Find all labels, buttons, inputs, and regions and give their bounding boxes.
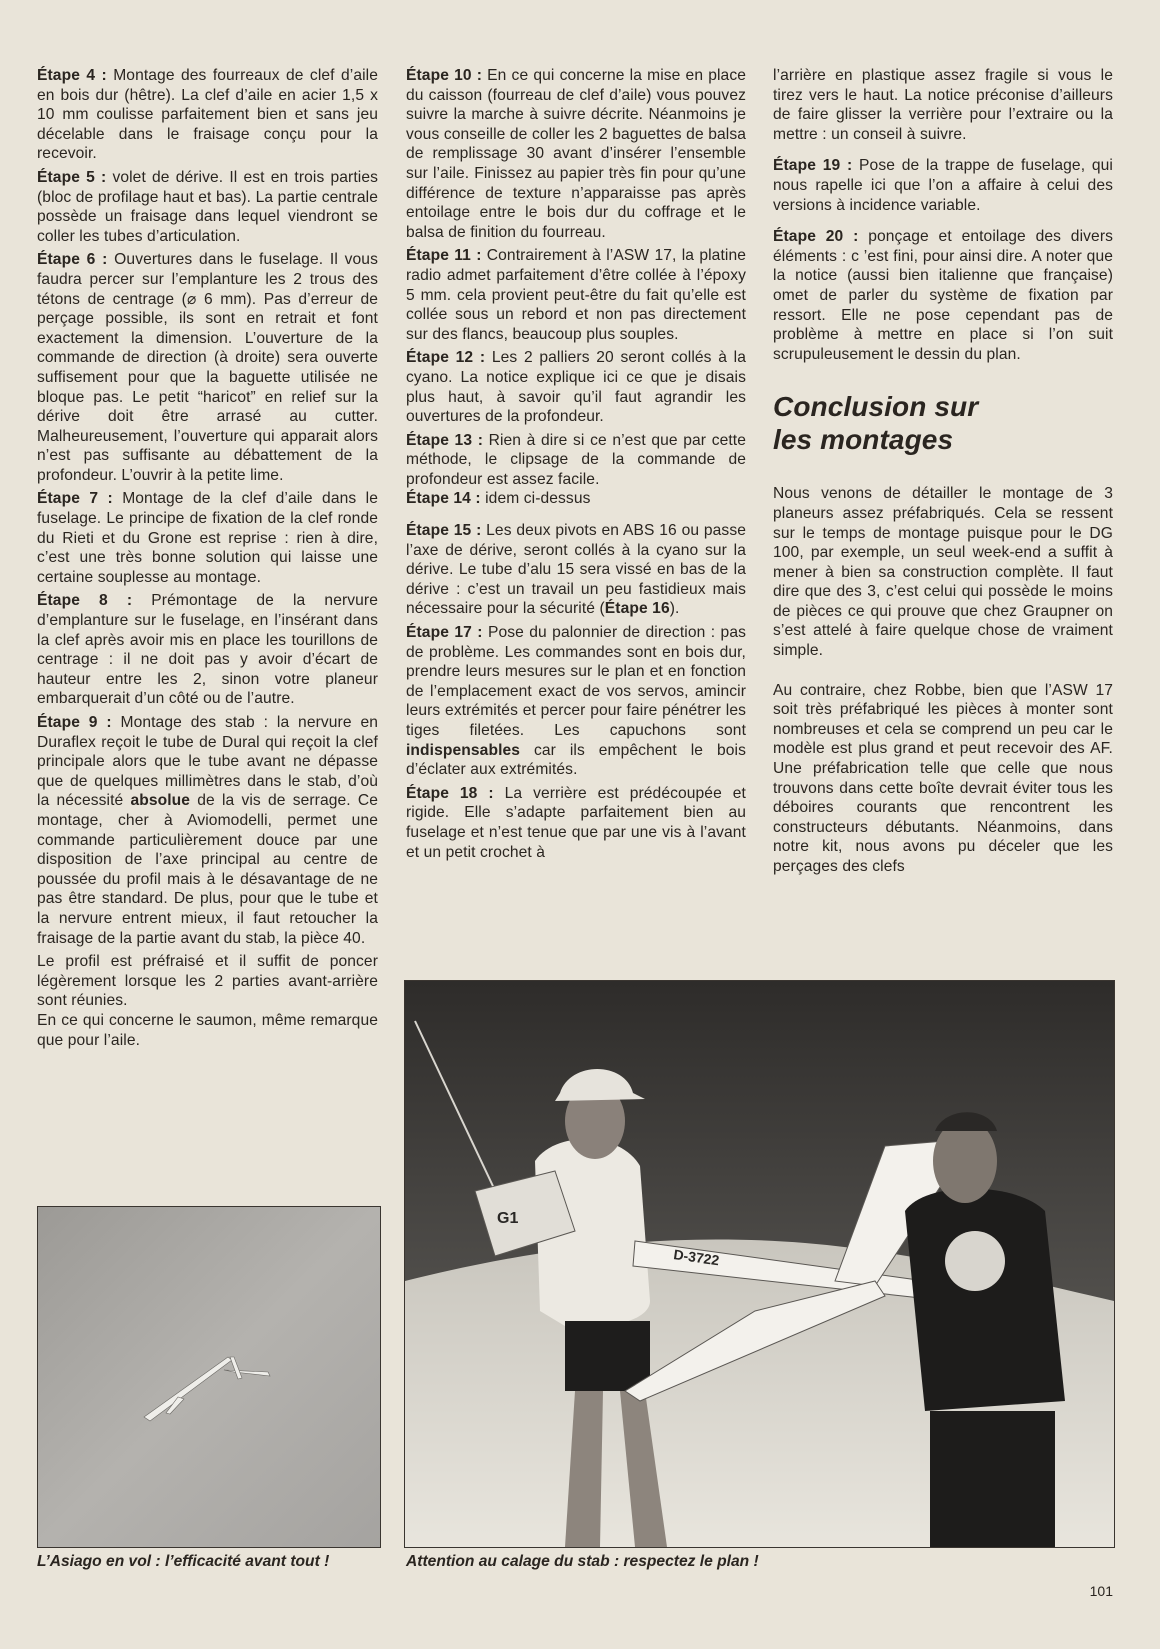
paragraph: Étape 6 : Ouvertures dans le fuselage. Il vous faudra percer sur l’emplanture les 2 trous des tétons de centrage (⌀ 6 mm). Pas d’erreur de perçage possible, ils sont en retrait et font exactement la dimension. L’ouverture de la commande de direction (à droite) sera ouverte suffisement pour que la baguette utilisée ne bloque pas. Le petit “haricot” en relief sur la dérive doit être arrasé au cutter. Malheureusement, l’ouverture qui apparait alors n’est pas suffisante au débattement de la profondeur. L’ouvrir à la petite lime. (37, 251, 378, 484)
glider-in-flight-image (38, 1207, 380, 1547)
glider-registration: D-3722 (672, 1246, 721, 1269)
men-with-glider-photo (404, 980, 1115, 1548)
glider-in-flight-photo (37, 1206, 381, 1548)
paragraph: Étape 15 : Les deux pivots en ABS 16 ou passe l’axe de dérive, seront collés à la cyano sur la dérive. Le tube d’alu 15 sera vissé en bas de la dérive : c’est un travail un peu fastidieux mais nécessaire pour la sécurité (Étape 16). (406, 522, 747, 618)
paragraph: En ce qui concerne le saumon, même remarque que pour l’aile. (37, 1011, 378, 1049)
paragraph: Au contraire, chez Robbe, bien que l’ASW 17 soit très préfabriqué les pièces à monter sont nombreuses et cela se comprend un peu car le modèle est plus grand et peut recevoir des AF. Une préfabrication telle que celle que nous trouvons dans cette boîte devrait éviter tous les déboires courants que rencontrent les constructeurs débutants. Néanmoins, dans notre kit, nous avons pu déceler que les perçages des clefs (773, 681, 1113, 875)
glider-fuselage-mark: G1 (497, 1210, 519, 1227)
paragraph: l’arrière en plastique assez fragile si vous le tirez vers le haut. La notice préconise d’ailleurs de faire glisser la verrière pour l’extraire ou la mettre : un conseil à suivre. (773, 67, 1113, 143)
page-number: 101 (1089, 1583, 1113, 1599)
paragraph: Étape 7 : Montage de la clef d’aile dans le fuselage. Le principe de fixation de la clef ronde du Rieti et du Grone est reprise : rien à dire, c’est une très bonne solution qui laisse une certaine souplesse au montage. (37, 490, 378, 586)
text-column-1 (37, 66, 378, 1054)
paragraph: Étape 4 : Montage des fourreaux de clef d’aile en bois dur (hêtre). La clef d’aile en acier 1,5 x 10 mm coulisse parfaitement bien et sans jeu décelable dans le fraisage conçu pour la recevoir. (37, 67, 378, 163)
paragraph: Étape 12 : Les 2 palliers 20 seront collés à la cyano. La notice explique ici ce que je disais plus haut, à savoir qu’il faut agrandir les ouvertures de la profondeur. (406, 349, 747, 426)
paragraph: Le profil est préfraisé et il suffit de poncer légèrement lorsque les 2 parties avant-arrière sont réunies. (37, 953, 378, 1010)
paragraph: Étape 9 : Montage des stab : la nervure en Duraflex reçoit le tube de Dural qui reçoit la clef principale alors que le tube avant ne dépasse que de quelques millimètres dans le stab, d’où la nécessité absolue de la vis de serrage. Ce montage, cher à Aviomodelli, permet une commande particulièrement douce par une disposition de l’axe principal au centre de poussée du profil mais à le désavantage de ne pas être standard. De plus, pour que le tube et la nervure entrent mieux, il faut retoucher la fraisage de la partie avant du stab, la pièce 40. (37, 714, 378, 947)
text-column-2 (406, 66, 746, 866)
paragraph: Étape 19 : Pose de la trappe de fuselage, qui nous rapelle ici que l’on a affaire à celui des versions à incidence variable. (773, 157, 1113, 214)
paragraph: Étape 14 : idem ci-dessus (406, 490, 591, 508)
section-heading: Conclusion sur les montages (773, 391, 979, 456)
paragraph: Étape 8 : Prémontage de la nervure d’emplanture sur le fuselage, en l’insérant dans la clef après avoir mis en place les tourillons de centrage : il ne doit pas y avoir d’écart de hauteur entre les 2, sinon votre planeur embarquerait d’un côté ou de l’autre. (37, 592, 378, 708)
paragraph: Étape 5 : volet de dérive. Il est en trois parties (bloc de profilage haut et bas). La partie centrale possède un fraisage dans lequel viendront se coller les tubes d’articulation. (37, 168, 378, 245)
paragraph: Étape 10 : En ce qui concerne la mise en place du caisson (fourreau de clef d’aile) vous pouvez suivre la marche à suivre décrite. Néanmoins je vous conseille de coller les 2 baguettes de balsa de remplissage 30 avant d’insérer l’ensemble sur l’aile. Finissez au papier très fin pour qu’une différence de texture n’apparaisse pas après entoilage entre le bois dur du coffrage et le balsa de finition du fourreau. (406, 67, 746, 241)
caption-left: L’Asiago en vol : l’efficacité avant tout ! (37, 1553, 330, 1570)
paragraph: Nous venons de détailler le montage de 3 planeurs assez préfabriqués. Cela se ressent sur le temps de montage puisque pour le DG 100, par exemple, un seul week-end a suffit à mener à bien sa construction complète. Il faut dire que des 3, c’est celui qui possède le moins de pièces ce qui prouve que chez Graupner on s’est attelé à faire quelque chose de vraiment simple. (773, 485, 1113, 660)
paragraph: Étape 13 : Rien à dire si ce n’est que par cette méthode, le clipsage de la commande de profondeur est assez facile. (406, 431, 747, 488)
paragraph: Étape 18 : La verrière est prédécoupée et rigide. Elle s’adapte parfaitement bien au fuselage et n’est tenue que par une vis à l’avant et un petit crochet à (406, 784, 746, 861)
caption-right: Attention au calage du stab : respectez le plan ! (406, 1553, 759, 1570)
paragraph: Étape 20 : ponçage et entoilage des divers éléments : c ’est fini, pour ainsi dire. A noter que la notice (aussi bien italienne que française) omet de parler du système de fixation par ressort. Elle ne pose cependant pas de problème à mettre en place si l’on suit scrupuleusement le dessin du plan. (773, 228, 1114, 363)
paragraph: Étape 11 : Contrairement à l’ASW 17, la platine radio admet parfaitement d’être collée à l’époxy 5 mm. cela provient peut-être du fait qu’elle est collée sous un rebord et non pas directement sur des flancs, beaucoup plus souples. (406, 247, 746, 343)
men-with-glider-image (405, 981, 1114, 1547)
text-column-3 (773, 66, 1113, 881)
paragraph: Étape 17 : Pose du palonnier de direction : pas de problème. Les commandes sont en bois dur, prendre leurs mesures sur le plan et en fonction de l’emplacement exact de vos servos, amincir leurs extrémités et percer pour faire pénétrer les tiges filetées. Les capuchons sont indispensables car ils empêchent le bois d’éclater aux extrémités. (406, 624, 746, 779)
